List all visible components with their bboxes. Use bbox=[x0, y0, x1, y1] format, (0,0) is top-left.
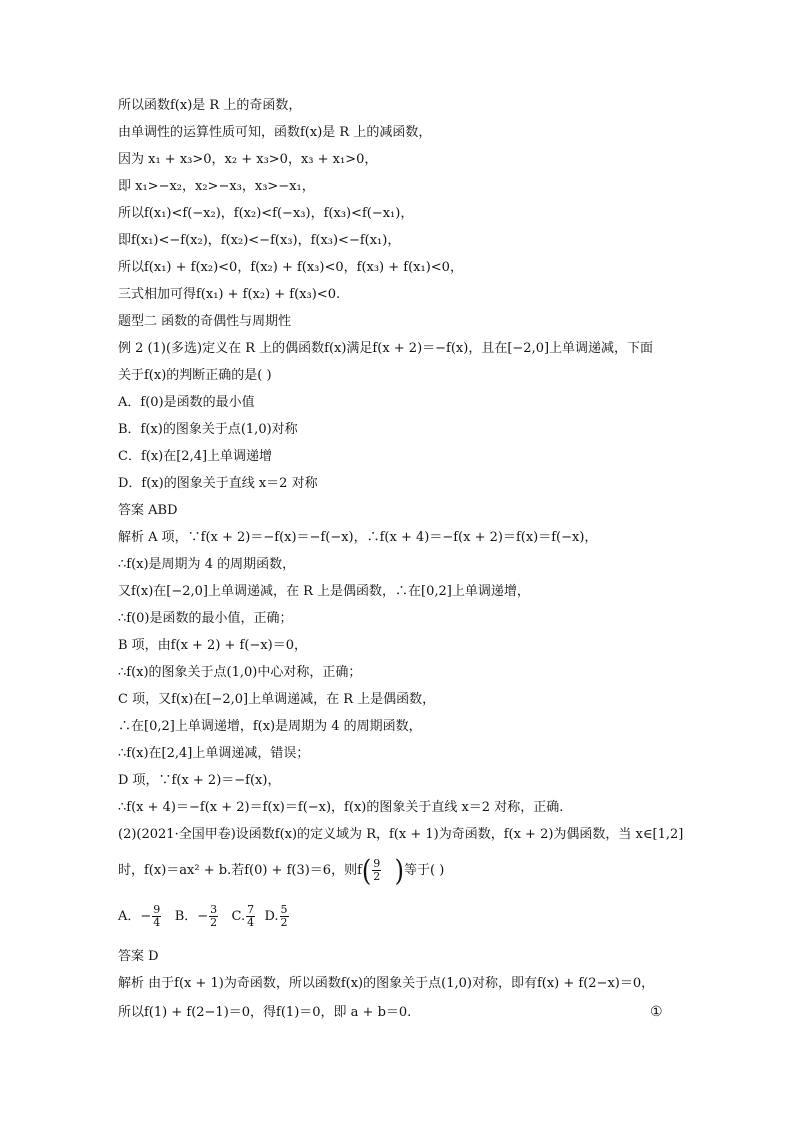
text-line: 所以f(x₁)<f(−x₂)，f(x₂)<f(−x₃)，f(x₃)<f(−x₁)， bbox=[118, 206, 414, 221]
analysis-line: 解析 由于f(x + 1)为奇函数，所以函数f(x)的图象关于点(1,0)对称，即有f(x) + f(2−x)＝0， bbox=[118, 976, 655, 991]
text-line: 三式相加可得f(x₁) + f(x₂) + f(x₃)<0. bbox=[118, 287, 341, 302]
option-b-label: B．− bbox=[174, 909, 209, 924]
option-b-fraction: $\frac{3}{2}$ bbox=[210, 903, 218, 929]
option-c-label: C. bbox=[231, 909, 246, 924]
right-paren: ) bbox=[394, 853, 405, 888]
text-line: D 项，∵f(x + 2)＝−f(x)， bbox=[118, 773, 281, 788]
q2-text: 时，f(x)＝ax² + b.若f(0) + f(3)＝6，则f bbox=[118, 863, 362, 878]
question-2: (2)(2021·全国甲卷)设函数f(x)的定义域为 R，f(x + 1)为奇函数，f(x + 2)为偶函数，当 x∈[1,2] bbox=[118, 827, 684, 842]
option-d: D．f(x)的图象关于直线 x＝2 对称 bbox=[118, 476, 318, 491]
text-line: ∴f(x + 4)＝−f(x + 2)＝f(x)＝f(−x)，f(x)的图象关于直线 x＝2 对称，正确. bbox=[118, 800, 564, 815]
option-c-fraction: $\frac{7}{4}$ bbox=[247, 903, 255, 929]
text-line: 所以函数f(x)是 R 上的奇函数， bbox=[118, 98, 302, 113]
question-2-continuation bbox=[118, 853, 445, 888]
circled-number-1: ① bbox=[650, 1004, 663, 1020]
text-line: 所以f(x₁) + f(x₂)<0，f(x₂) + f(x₃)<0，f(x₃) + f(x₁)<0， bbox=[118, 260, 463, 275]
left-paren: ( bbox=[361, 853, 372, 888]
text-line: 即f(x₁)<−f(x₂)，f(x₂)<−f(x₃)，f(x₃)<−f(x₁)， bbox=[118, 233, 401, 248]
option-b: B．f(x)的图象关于点(1,0)对称 bbox=[118, 422, 298, 437]
option-a-label: A．− bbox=[118, 909, 152, 924]
text-line: ∴f(x)是周期为 4 的周期函数， bbox=[118, 557, 296, 572]
option-a-fraction: $\frac{9}{4}$ bbox=[153, 903, 161, 929]
q2-tail: 等于( ) bbox=[404, 863, 445, 878]
text-line: 由单调性的运算性质可知，函数f(x)是 R 上的减函数， bbox=[118, 125, 432, 140]
text-line: ∴f(x)在[2,4]上单调递减，错误； bbox=[118, 746, 310, 761]
section-heading: 题型二 函数的奇偶性与周期性 bbox=[118, 314, 292, 329]
analysis-line: 解析 A 项，∵f(x + 2)＝−f(x)＝−f(−x)，∴f(x + 4)＝−f(x + 2)＝f(x)＝f(−x)， bbox=[118, 530, 598, 545]
text-line: 所以f(1) + f(2−1)＝0，得f(1)＝0，即 a + b＝0. bbox=[118, 1005, 412, 1020]
text-line: C 项，又f(x)在[−2,0]上单调递减，在 R 上是偶函数， bbox=[118, 692, 436, 707]
answer-label: 答案 D bbox=[118, 949, 159, 964]
text-line: 即 x₁>−x₂，x₂>−x₃，x₃>−x₁， bbox=[118, 179, 315, 194]
option-a: A．f(0)是函数的最小值 bbox=[118, 395, 255, 410]
option-d-fraction: $\frac{5}{2}$ bbox=[280, 903, 288, 929]
fraction-9-over-2: $\frac{9}{2}$ bbox=[373, 857, 381, 883]
option-d-label: D. bbox=[264, 909, 279, 924]
options-line bbox=[118, 904, 290, 929]
text-line: ∴f(0)是函数的最小值，正确； bbox=[118, 611, 293, 626]
option-c: C．f(x)在[2,4]上单调递增 bbox=[118, 449, 273, 464]
text-line: 关于f(x)的判断正确的是( ) bbox=[118, 368, 272, 383]
answer-label: 答案 ABD bbox=[118, 503, 178, 518]
text-line: ∴在[0,2]上单调递增，f(x)是周期为 4 的周期函数， bbox=[118, 719, 422, 734]
text-line: ∴f(x)的图象关于点(1,0)中心对称，正确； bbox=[118, 665, 362, 680]
example-question: 例 2 (1)(多选)定义在 R 上的偶函数f(x)满足f(x + 2)＝−f(x)，且在[−2,0]上单调递减，下面 bbox=[118, 341, 654, 356]
text-line: 因为 x₁ + x₃>0，x₂ + x₃>0，x₃ + x₁>0， bbox=[118, 152, 378, 167]
text-line: 又f(x)在[−2,0]上单调递减，在 R 上是偶函数，∴在[0,2]上单调递增， bbox=[118, 584, 530, 599]
text-line: B 项，由f(x + 2) + f(−x)＝0， bbox=[118, 638, 308, 653]
